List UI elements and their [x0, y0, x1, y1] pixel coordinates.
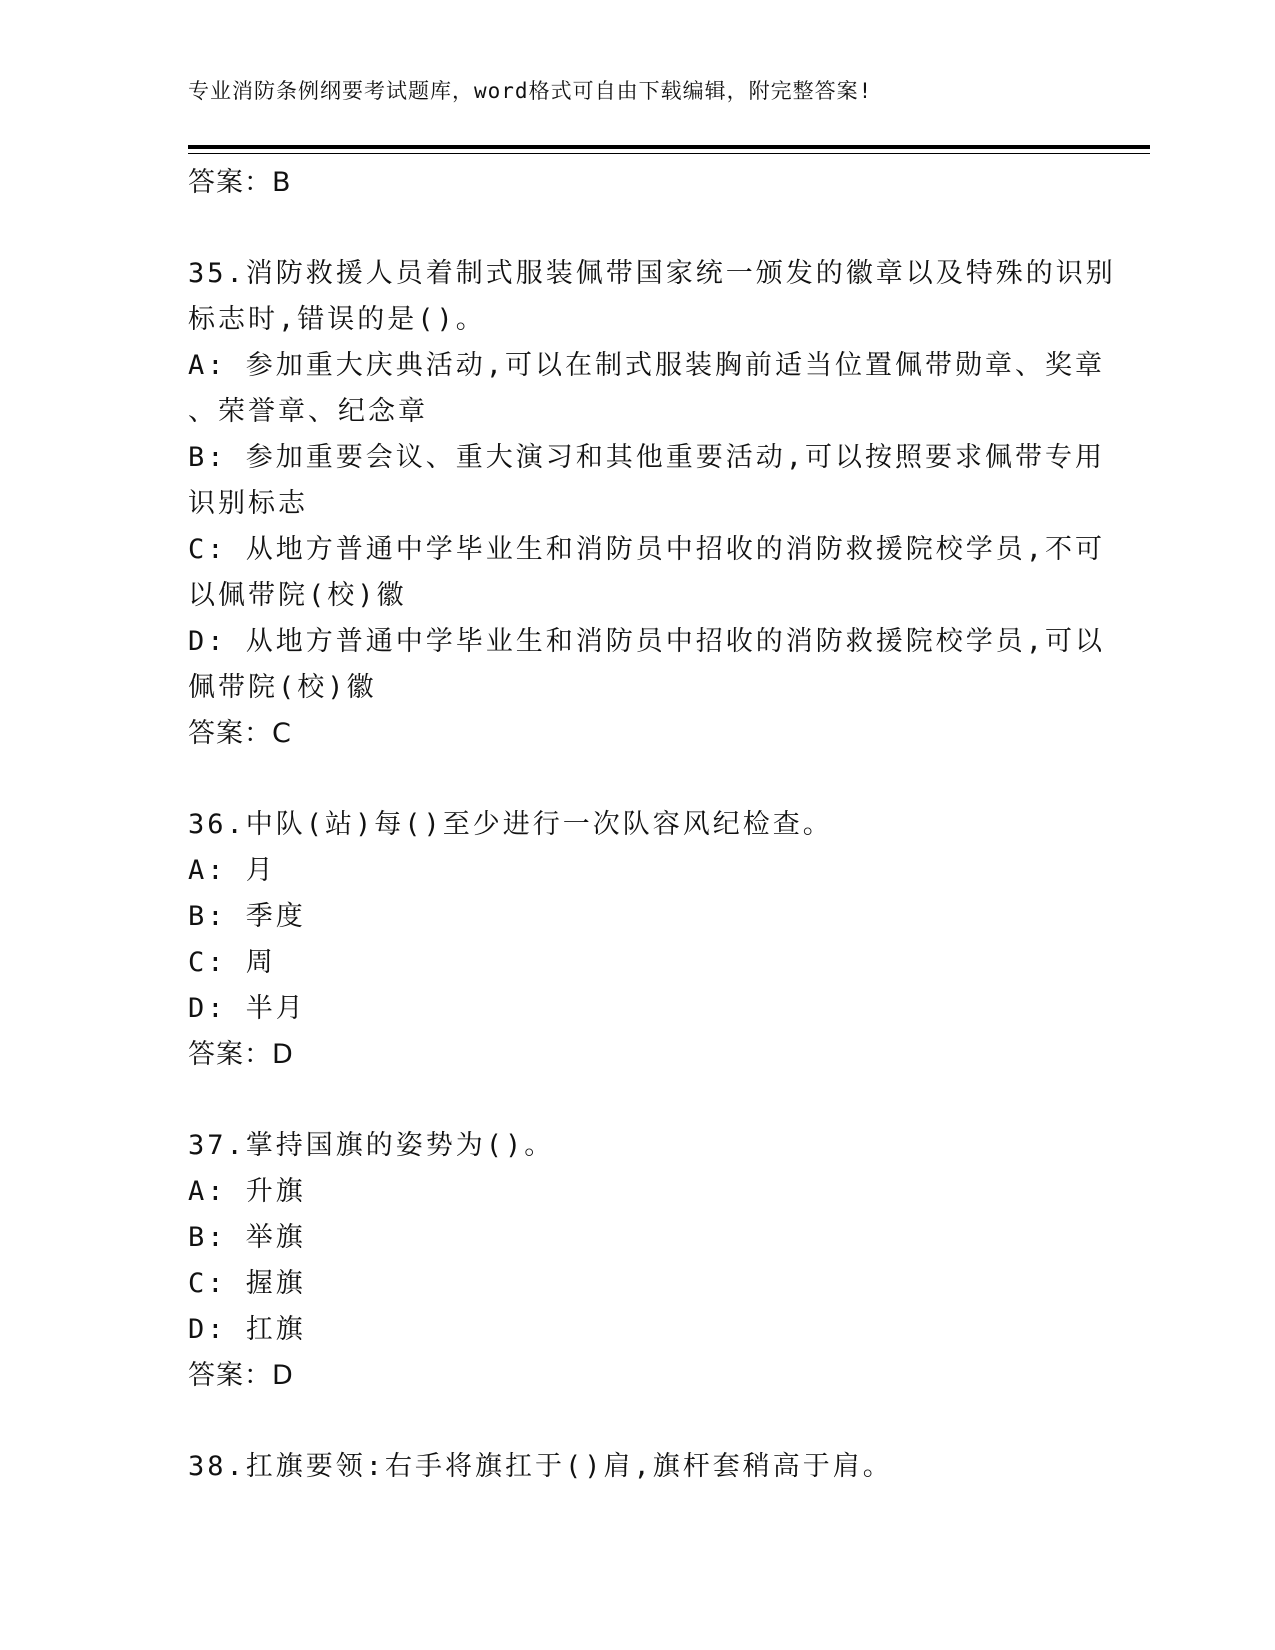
option-line: 以佩带院(校)徽 [188, 580, 407, 611]
option-line: D: 从地方普通中学毕业生和消防员中招收的消防救援院校学员,可以 [188, 626, 1106, 657]
answer-line: 答案：D [188, 1360, 294, 1391]
spacer [188, 1078, 1088, 1123]
question-38 [188, 1444, 1088, 1490]
spacer [188, 206, 1088, 251]
header-rule-thick [188, 145, 1150, 149]
option-line: 佩带院(校)徽 [188, 672, 377, 703]
question-stem-line: 37.掌持国旗的姿势为()。 [188, 1130, 555, 1161]
option-line: B: 参加重要会议、重大演习和其他重要活动,可以按照要求佩带专用 [188, 442, 1106, 473]
previous-answer: 答案：B [188, 167, 292, 198]
question-stem-line: 38.扛旗要领:右手将旗扛于()肩,旗杆套稍高于肩。 [188, 1451, 893, 1482]
option-line: D: 扛旗 [188, 1314, 306, 1345]
question-36 [188, 802, 1088, 1078]
answer-line: 答案：D [188, 1039, 294, 1070]
option-line: D: 半月 [188, 993, 306, 1024]
option-line: C: 从地方普通中学毕业生和消防员中招收的消防救援院校学员,不可 [188, 534, 1106, 565]
option-line: C: 握旗 [188, 1268, 306, 1299]
document-body [188, 160, 1116, 1490]
page-header: 专业消防条例纲要考试题库，word格式可自由下载编辑，附完整答案! [188, 79, 873, 103]
option-line: 识别标志 [188, 488, 308, 519]
option-line: 、荣誉章、纪念章 [188, 396, 428, 427]
option-line: A: 升旗 [188, 1176, 306, 1207]
question-35 [188, 251, 1116, 757]
spacer [188, 1399, 1088, 1444]
option-line: A: 月 [188, 855, 276, 886]
question-37 [188, 1123, 1088, 1399]
option-line: B: 季度 [188, 901, 306, 932]
question-stem-line: 36.中队(站)每()至少进行一次队容风纪检查。 [188, 809, 833, 840]
answer-line: 答案：C [188, 718, 292, 749]
spacer [188, 757, 1088, 802]
question-stem-line: 35.消防救援人员着制式服装佩带国家统一颁发的徽章以及特殊的识别 [188, 258, 1116, 289]
option-line: C: 周 [188, 947, 276, 978]
option-line: B: 举旗 [188, 1222, 306, 1253]
option-line: A: 参加重大庆典活动,可以在制式服装胸前适当位置佩带勋章、奖章 [188, 350, 1106, 381]
header-rule-thin [188, 153, 1150, 154]
question-stem-line: 标志时,错误的是()。 [188, 304, 486, 335]
